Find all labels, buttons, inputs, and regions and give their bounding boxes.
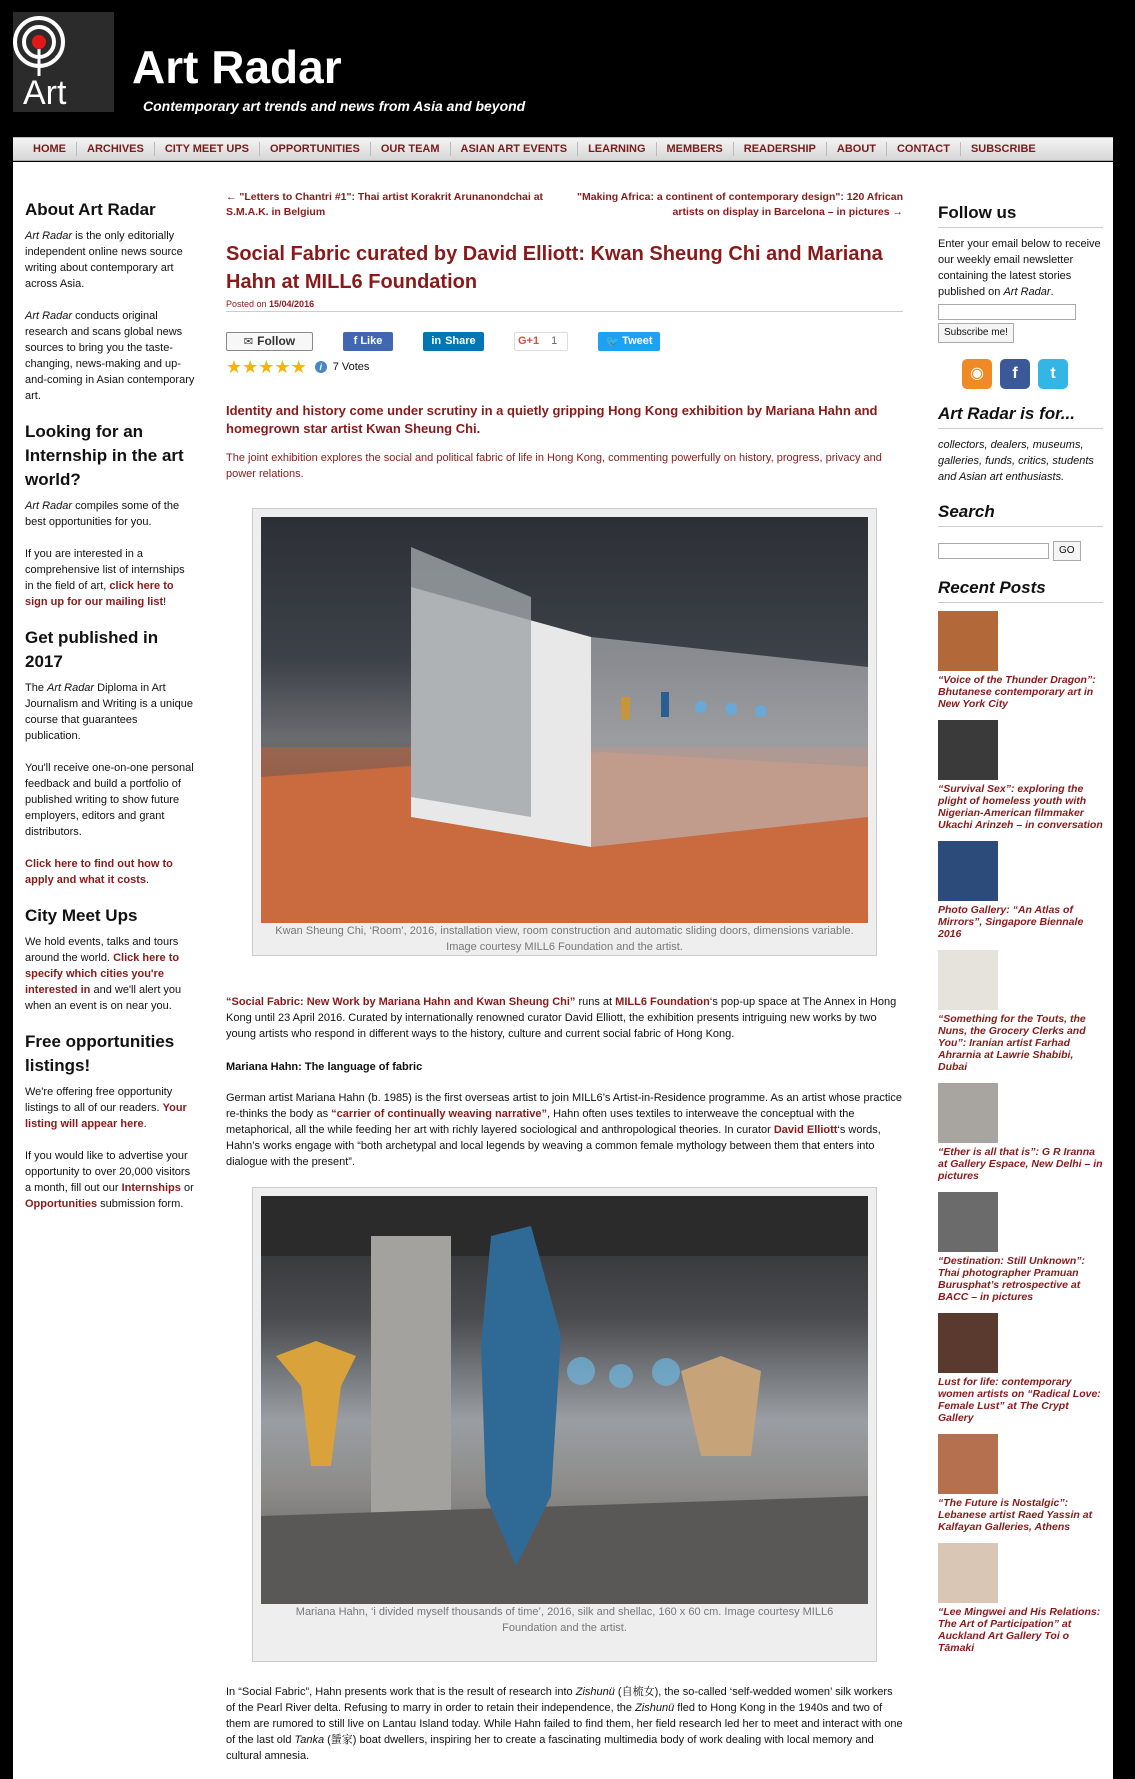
email-icon: ✉ (243, 335, 254, 348)
about-text-2: Art Radar conducts original research and scans global news sources to bring you the taste-changing, news-making and up-and-coming in Asian contemporary art. (25, 310, 195, 402)
hahn-installation-image[interactable] (261, 1196, 868, 1604)
facebook-icon: f (353, 335, 358, 347)
recent-post-thumbnail[interactable] (938, 1543, 998, 1603)
figure-hahn-caption: Mariana Hahn, ‘i divided myself thousands of time’, 2016, silk and shellac, 160 x 60 cm. Image courtesy MILL6 Foundation and the artist. (295, 1606, 834, 1634)
rss-icon[interactable]: ◉ (962, 359, 992, 389)
linkedin-share-button[interactable]: in Share (423, 332, 484, 351)
star-icon[interactable]: ★ (242, 357, 259, 377)
nav-about[interactable]: ABOUT (827, 142, 887, 156)
star-icon[interactable]: ★ (258, 357, 275, 377)
recent-post-thumbnail[interactable] (938, 1192, 998, 1252)
free-listings-heading: Free opportunities listings! (25, 1032, 175, 1075)
page-body (13, 162, 1113, 1779)
search-form (938, 541, 1103, 561)
post-meta: Posted on 15/04/2016 (226, 299, 903, 312)
mailing-list-link[interactable]: click here to sign up for our mailing list (25, 580, 174, 608)
nav-members[interactable]: MEMBERS (657, 142, 734, 156)
recent-post-thumbnail[interactable] (938, 841, 998, 901)
recent-post-title[interactable]: Photo Gallery: “An Atlas of Mirrors”, Singapore Biennale 2016 (938, 904, 1084, 940)
paragraph-1: “Social Fabric: New Work by Mariana Hahn and Kwan Sheung Chi” runs at MILL6 Foundation‘s pop-up space at The Annex in Hong Kong until 23 April 2016. Curated by internationally renowned curator David Elliott, the exhibition presents intriguing new works by two young artists who respond in different ways to the history, culture and current social fabric of Hong Kong. (226, 996, 897, 1040)
nav-our-team[interactable]: OUR TEAM (371, 142, 451, 156)
internship-text-1: Art Radar compiles some of the best opportunities for you. (25, 500, 180, 528)
intro: The joint exhibition explores the social and political fabric of life in Hong Kong, commenting powerfully on history, progress, privacy and power relations. (226, 452, 882, 480)
star-icon[interactable]: ★ (226, 357, 243, 377)
recent-post[interactable] (938, 1083, 1103, 1182)
nav-learning[interactable]: LEARNING (578, 142, 656, 156)
recent-post-thumbnail[interactable] (938, 950, 998, 1010)
left-sidebar (25, 198, 195, 1228)
figure-room-caption: Kwan Sheung Chi, ‘Room’, 2016, installation view, room construction and automatic sliding doors, dimensions variable. Image courtesy MILL6 Foundation and the artist. (275, 925, 854, 953)
standfirst: Identity and history come under scrutiny in a quietly gripping Hong Kong exhibition by Mariana Hahn and homegrown star artist Kwan Sheung Chi. (226, 403, 878, 436)
recent-post-title[interactable]: “Lee Mingwei and His Relations: The Art of Participation” at Auckland Art Gallery Toi o Tāmaki (938, 1606, 1101, 1654)
opportunities-link[interactable]: Opportunities (25, 1198, 98, 1210)
twitter-icon[interactable]: t (1038, 359, 1068, 389)
published-text-1: The Art Radar Diploma in Art Journalism and Writing is a unique course that guarantees publication. (25, 682, 193, 742)
prev-post-link[interactable]: ← "Letters to Chantri #1": Thai artist Korakrit Arunanondchai at S.M.A.K. in Belgium (226, 191, 544, 218)
listing-link[interactable]: Your listing will appear here (25, 1102, 187, 1130)
free-text-1: We're offering free opportunity listings to all of our readers. Your listing will appear here. (25, 1086, 187, 1130)
next-post-link[interactable]: "Making Africa: a continent of contemporary design": 120 African artists on display in Barcelona – in pictures → (577, 191, 903, 218)
nav-readership[interactable]: READERSHIP (734, 142, 827, 156)
nav-contact[interactable]: CONTACT (887, 142, 961, 156)
room-installation-image[interactable] (261, 517, 868, 923)
article (226, 190, 903, 1764)
free-text-2: If you would like to advertise your opportunity to over 20,000 visitors a month, fill out our Internships or Opportunities submission form. (25, 1150, 194, 1210)
recent-post[interactable] (938, 720, 1103, 831)
recent-post-title[interactable]: “The Future is Nostalgic”: Lebanese artist Raed Yassin at Kalfayan Galleries, Athens (938, 1497, 1093, 1533)
recent-post[interactable] (938, 1313, 1103, 1424)
meetups-text: We hold events, talks and tours around the world. Click here to specify which cities you're interested in and we'll alert you when an event is on near you. (25, 936, 182, 1012)
recent-post[interactable] (938, 1192, 1103, 1303)
recent-post-thumbnail[interactable] (938, 1313, 998, 1373)
logo-text: Art (23, 74, 67, 112)
david-elliott-link[interactable]: David Elliott (773, 1124, 838, 1136)
follow-text: Enter your email below to receive our weekly email newsletter containing the latest stories published on Art Radar. (938, 238, 1101, 298)
recent-post-title[interactable]: Lust for life: contemporary women artists on “Radical Love: Female Lust” at The Crypt Gallery (938, 1376, 1101, 1424)
nav-home[interactable]: HOME (23, 142, 77, 156)
facebook-icon[interactable]: f (1000, 359, 1030, 389)
email-field[interactable] (938, 304, 1076, 320)
internship-text-2: If you are interested in a comprehensive list of internships in the field of art, click here to sign up for our mailing list! (25, 548, 185, 608)
right-sidebar (938, 202, 1103, 1664)
search-go-button[interactable]: GO (1053, 541, 1081, 561)
recent-posts-heading: Recent Posts (938, 577, 1103, 603)
recent-post-thumbnail[interactable] (938, 720, 998, 780)
follow-button[interactable]: ✉ Follow (226, 332, 313, 351)
post-title: Social Fabric curated by David Elliott: Kwan Sheung Chi and Mariana Hahn at MILL6 Foundation (226, 243, 883, 293)
votes-count: 7 Votes (332, 361, 370, 373)
nav-city-meet-ups[interactable]: CITY MEET UPS (155, 142, 260, 156)
twitter-icon: 🐦 (605, 335, 620, 348)
figure-hahn (252, 1187, 877, 1662)
nav-opportunities[interactable]: OPPORTUNITIES (260, 142, 371, 156)
recent-post-title[interactable]: “Ether is all that is”: G R Iranna at Gallery Espace, New Delhi – in pictures (938, 1146, 1103, 1182)
post-navigation (226, 190, 903, 220)
recent-post-thumbnail[interactable] (938, 1083, 998, 1143)
recent-post[interactable] (938, 1543, 1103, 1654)
weaving-narrative-link[interactable]: “carrier of continually weaving narrative” (331, 1108, 547, 1120)
search-input[interactable] (938, 543, 1049, 559)
recent-post-thumbnail[interactable] (938, 1434, 998, 1494)
artradar-for-heading: Art Radar is for... (938, 403, 1103, 429)
rating (226, 358, 903, 376)
search-heading: Search (938, 501, 1103, 527)
paragraph-2: German artist Mariana Hahn (b. 1985) is the first overseas artist to join MILL6’s Artist-in-Residence programme. As an artist whose practice re-thinks the body as “carrier of continually weaving narrative”, Hahn often uses textiles to interweave the conceptual with the metaphorical, all the while feeding her art with richly layered sociological and anthropological theories. In curator David Elliott‘s words, Hahn’s works engage with “both archetypal and local legends by weaving a common female mythology between them that enters into dialogue with the present”. (226, 1092, 902, 1168)
tweet-button[interactable]: 🐦 Tweet (598, 332, 660, 351)
social-bar (226, 330, 903, 352)
mill6-link[interactable]: MILL6 Foundation (615, 996, 710, 1008)
published-text-2: You'll receive one-on-one personal feedback and build a portfolio of published writing to show future employers, editors and grant distributors. (25, 762, 194, 838)
googleplus-count: 1 (551, 335, 558, 347)
paragraph-3: In “Social Fabric”, Hahn presents work that is the result of research into Zishunü (自梳女), the so-called ‘self-wedded women’ silk workers of the Pearl River delta. Refusing to marry in order to retain their independence, the Zishunü fled to Hong Kong in the 1940s and two of them are rumored to still live on Lantau Island today. While Hahn failed to find them, her field research led her to meet and interact with one of the last old Tanka (蜑家) boat dwellers, inspiring her to create a fascinating multimedia body of work dealing with local memory and cultural amnesia. (226, 1686, 903, 1762)
nav-asian-art-events[interactable]: ASIAN ART EVENTS (451, 142, 579, 156)
published-heading: Get published in 2017 (25, 628, 159, 671)
recent-posts-list (938, 611, 1103, 1654)
googleplus-icon: G+1 (518, 335, 540, 347)
radar-logo-icon[interactable] (13, 12, 114, 112)
linkedin-icon: in (431, 335, 442, 347)
info-icon[interactable]: i (315, 361, 327, 373)
recent-post[interactable] (938, 950, 1103, 1073)
site-title[interactable]: Art Radar (132, 41, 342, 93)
cities-link[interactable]: Click here to specify which cities you're interested in (25, 952, 180, 996)
apply-link[interactable]: Click here to find out how to apply and what it costs (25, 858, 173, 886)
recent-post-title[interactable]: “Destination: Still Unknown”: Thai photographer Pramuan Burusphat’s retrospective at BACC – in pictures (938, 1255, 1085, 1303)
subscribe-button[interactable]: Subscribe me! (938, 323, 1014, 343)
recent-post-title[interactable]: “Voice of the Thunder Dragon”: Bhutanese contemporary art in New York City (938, 674, 1096, 710)
about-text-1: Art Radar is the only editorially independent online news source writing about contemporary art across Asia. (25, 230, 183, 290)
recent-post[interactable] (938, 841, 1103, 940)
social-icons (962, 359, 1103, 389)
internship-heading: Looking for an Internship in the art world? (25, 422, 184, 489)
googleplus-button[interactable] (514, 332, 568, 351)
figure-room (252, 508, 877, 956)
follow-heading: Follow us (938, 202, 1103, 228)
recent-post-title[interactable]: “Something for the Touts, the Nuns, the Grocery Clerks and You”: Iranian artist Farhad Ahrarnia at Lawrie Shabibi, Dubai (938, 1013, 1086, 1073)
recent-post[interactable] (938, 611, 1103, 710)
published-text-3: Click here to find out how to apply and what it costs. (25, 858, 173, 886)
meetups-heading: City Meet Ups (25, 906, 138, 925)
site-header (0, 0, 1135, 137)
facebook-like-button[interactable]: f Like (343, 332, 393, 351)
about-heading: About Art Radar (25, 200, 156, 219)
internships-link[interactable]: Internships (121, 1182, 181, 1194)
subheading-mariana: Mariana Hahn: The language of fabric (226, 1061, 423, 1073)
site-tagline: Contemporary art trends and news from Asia and beyond (143, 98, 526, 114)
artradar-for-text: collectors, dealers, museums, galleries, funds, critics, students and Asian art enthusiasts. (938, 439, 1094, 483)
recent-post[interactable] (938, 1434, 1103, 1533)
star-icon[interactable]: ★ (290, 357, 307, 377)
exhibition-link[interactable]: “Social Fabric: New Work by Mariana Hahn and Kwan Sheung Chi” (226, 996, 576, 1008)
post-date[interactable]: 15/04/2016 (269, 299, 315, 309)
nav-subscribe[interactable]: SUBSCRIBE (970, 143, 1036, 155)
nav-archives[interactable]: ARCHIVES (77, 142, 155, 156)
recent-post-title[interactable]: “Survival Sex”: exploring the plight of homeless youth with Nigerian-American filmmaker Ukachi Arinzeh – in conversation (938, 783, 1103, 831)
main-nav (13, 137, 1113, 161)
recent-post-thumbnail[interactable] (938, 611, 998, 671)
star-icon[interactable]: ★ (274, 357, 291, 377)
